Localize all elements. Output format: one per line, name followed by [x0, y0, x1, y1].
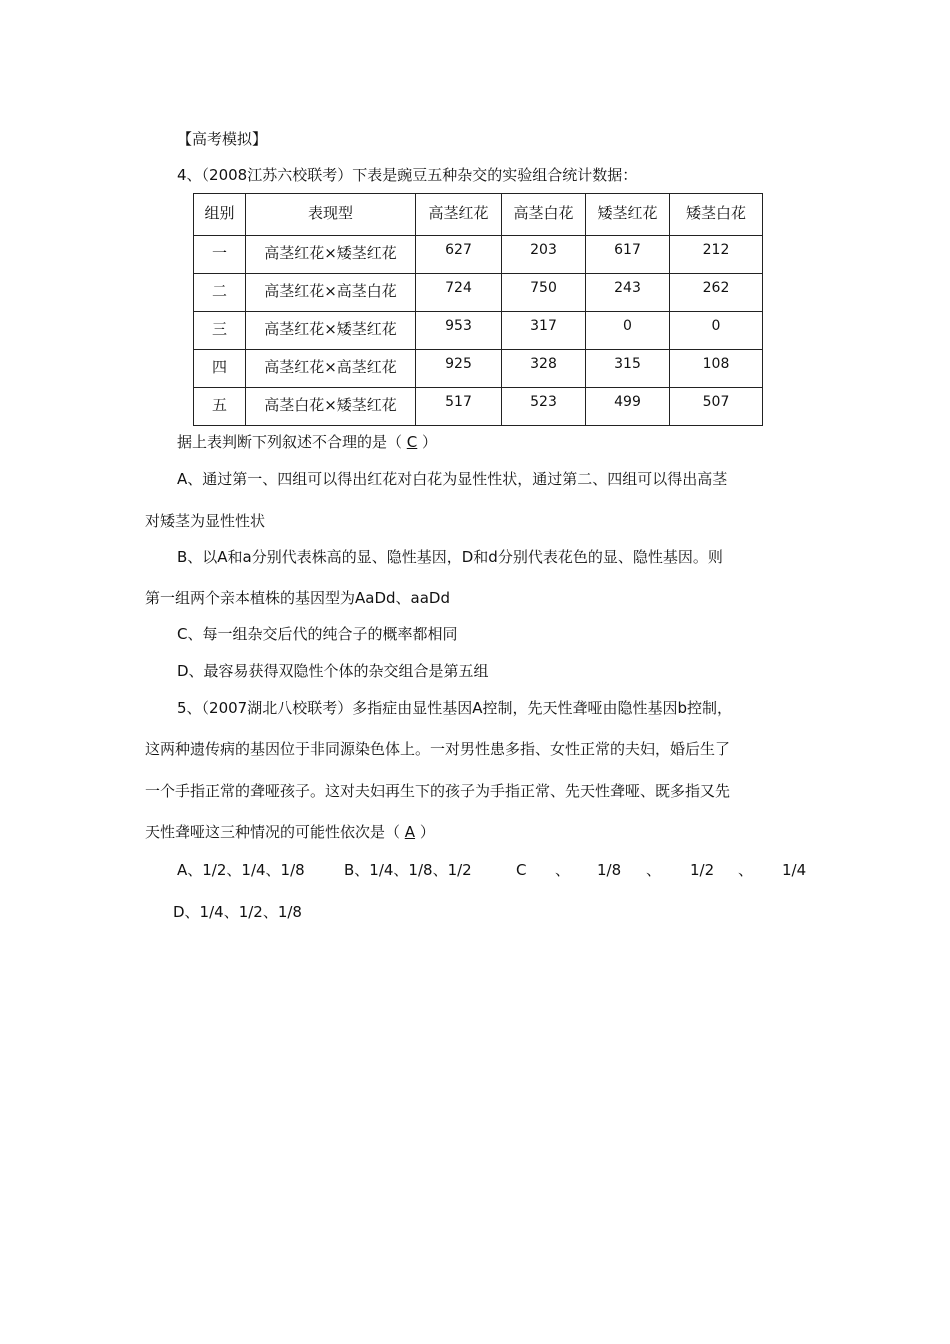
table-cell: 617: [586, 236, 670, 274]
prompt-text: 天性聋哑这三种情况的可能性依次是（: [145, 823, 405, 841]
table-cell: 750: [502, 274, 586, 312]
table-cell: 108: [670, 350, 763, 388]
option-d: D、最容易获得双隐性个体的杂交组合是第五组: [177, 662, 489, 680]
table-cell: 五: [194, 388, 246, 426]
table-header-cell: 高茎红花: [416, 194, 502, 236]
q5-option-d: D、1/4、1/2、1/8: [173, 903, 302, 921]
question-4-stem: 4、（2008江苏六校联考）下表是豌豆五种杂交的实验组合统计数据：: [177, 166, 638, 184]
q5-option-b: B、1/4、1/8、1/2: [344, 861, 472, 879]
table-cell: 953: [416, 312, 502, 350]
question-5-line-2: 这两种遗传病的基因位于非同源染色体上。一对男性患多指、女性正常的夫妇，婚后生了: [145, 740, 731, 758]
question-4-prompt: [177, 432, 437, 452]
q5-option-c-value: 1/2: [690, 861, 715, 879]
table-header-cell: 矮茎红花: [586, 194, 670, 236]
table-cell: 三: [194, 312, 246, 350]
table-cell: 499: [586, 388, 670, 426]
table-cell: 724: [416, 274, 502, 312]
table-header-cell: 高茎白花: [502, 194, 586, 236]
prompt-close: ）: [417, 433, 438, 451]
table-cell: 523: [502, 388, 586, 426]
option-c: C、每一组杂交后代的纯合子的概率都相同: [177, 625, 458, 643]
table-cell: 517: [416, 388, 502, 426]
table-row: [194, 274, 763, 312]
table-cell: 0: [586, 312, 670, 350]
q5-option-a: A、1/2、1/4、1/8: [177, 861, 305, 879]
table-cell: 一: [194, 236, 246, 274]
table-cell: 高茎红花×矮茎红花: [246, 312, 416, 350]
table-cell: 627: [416, 236, 502, 274]
table-row: [194, 312, 763, 350]
option-b-line-1: B、以A和a分别代表株高的显、隐性基因，D和d分别代表花色的显、隐性基因。则: [177, 548, 723, 566]
q5-option-c-sep: 、: [738, 861, 754, 879]
table-cell: 212: [670, 236, 763, 274]
answer-blank: C: [406, 433, 418, 451]
answer-blank: A: [404, 823, 416, 841]
question-5-line-3: 一个手指正常的聋哑孩子。这对夫妇再生下的孩子为手指正常、先天性聋哑、既多指又先: [145, 782, 731, 800]
option-a-line-2: 对矮茎为显性性状: [145, 512, 266, 530]
table-cell: 高茎红花×矮茎红花: [246, 236, 416, 274]
table-cell: 高茎红花×高茎白花: [246, 274, 416, 312]
table-header-cell: 组别: [194, 194, 246, 236]
table-cell: 203: [502, 236, 586, 274]
table-cell: 高茎白花×矮茎红花: [246, 388, 416, 426]
pea-cross-table: [193, 193, 763, 426]
option-a-line-1: A、通过第一、四组可以得出红花对白花为显性性状，通过第二、四组可以得出高茎: [177, 470, 728, 488]
table-cell: 328: [502, 350, 586, 388]
table-cell: 二: [194, 274, 246, 312]
table-row: [194, 350, 763, 388]
table-header-cell: 矮茎白花: [670, 194, 763, 236]
question-5-line-1: 5、（2007湖北八校联考）多指症由显性基因A控制，先天性聋哑由隐性基因b控制，: [177, 699, 733, 717]
section-heading: 【高考模拟】: [177, 130, 268, 148]
table-cell: 925: [416, 350, 502, 388]
table-header-row: [194, 194, 763, 236]
q5-option-c-label: C: [516, 861, 527, 879]
table-cell: 0: [670, 312, 763, 350]
question-5-line-4: [145, 822, 435, 842]
q5-option-c-value: 1/8: [597, 861, 622, 879]
option-b-line-2: 第一组两个亲本植株的基因型为AaDd、aaDd: [145, 589, 450, 607]
table-cell: 317: [502, 312, 586, 350]
table-row: [194, 388, 763, 426]
q5-option-c-sep: 、: [646, 861, 662, 879]
table-header-cell: 表现型: [246, 194, 416, 236]
q5-option-c-value: 1/4: [782, 861, 807, 879]
table-row: [194, 236, 763, 274]
table-cell: 262: [670, 274, 763, 312]
table-cell: 四: [194, 350, 246, 388]
prompt-close: ）: [415, 823, 435, 841]
table-cell: 315: [586, 350, 670, 388]
prompt-text: 据上表判断下列叙述不合理的是（: [177, 433, 407, 451]
q5-option-c-sep: 、: [555, 861, 571, 879]
table-cell: 高茎红花×高茎红花: [246, 350, 416, 388]
table-cell: 507: [670, 388, 763, 426]
table-cell: 243: [586, 274, 670, 312]
